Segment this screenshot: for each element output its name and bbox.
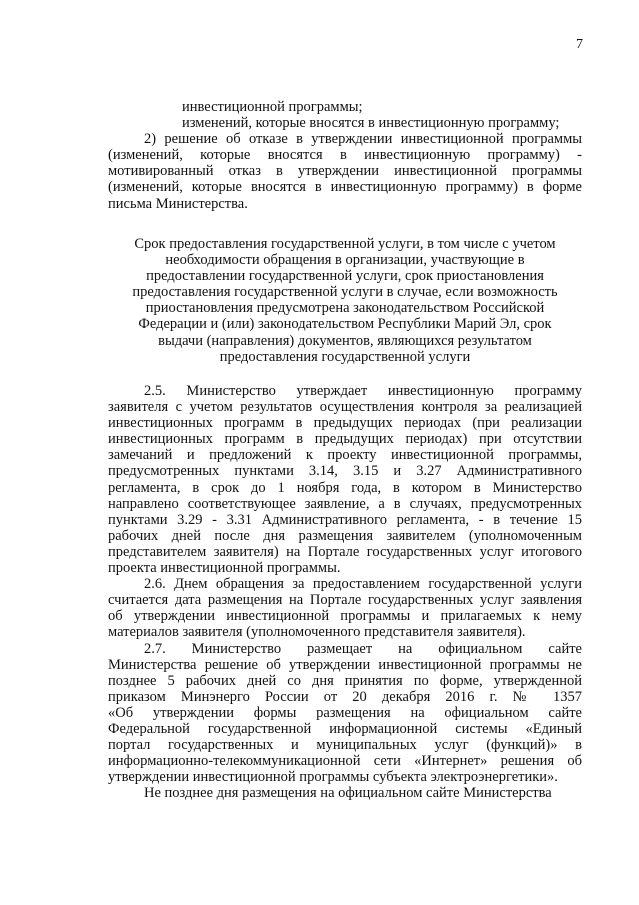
- paragraph-line: заявителя с учетом результатов осуществления контроля за реализацией: [108, 399, 582, 416]
- paragraph-line: об утверждении инвестиционной программы и прилагаемых к нему: [108, 608, 582, 625]
- paragraph-line: Не позднее дня размещения на официальном сайте Министерства: [144, 785, 552, 802]
- paragraph-line: Федеральной государственной информационной системы «Единый: [108, 720, 582, 737]
- document-body-top: [108, 99, 582, 212]
- section-title-line: предоставлении государственной услуги, срок приостановления: [146, 268, 544, 285]
- section-title: [108, 236, 582, 365]
- paragraph-line: 2.7. Министерство размещает на официальном сайте: [144, 640, 582, 657]
- list-item: инвестиционной программы;: [182, 99, 363, 115]
- paragraph-line: 2) решение об отказе в утверждении инвестиционной программы: [144, 131, 582, 148]
- section-title-line: Федерации и (или) законодательством Республики Марий Эл, срок: [138, 316, 552, 333]
- section-title-line: выдачи (направления) документов, являющихся результатом: [158, 332, 532, 349]
- paragraph-line: портал государственных и муниципальных услуг (функций)» в: [108, 737, 582, 754]
- paragraph-line: замечаний и предложений к проекту инвестиционной программы,: [108, 447, 582, 464]
- paragraph-line: представителем заявителя) на Портале государственных услуг итогового: [108, 543, 582, 560]
- paragraph-line: позднее 5 рабочих дней со дня принятия по форме, утвержденной: [108, 672, 582, 689]
- paragraph-line: утверждении инвестиционной программы субъекта электроэнергетики».: [108, 769, 558, 786]
- section-title-line: приостановления предусмотрена законодательством Российской: [145, 300, 545, 317]
- paragraph-line: приказом Минэнерго России от 20 декабря 2016 г. № 1357: [108, 688, 582, 705]
- paragraph-line: считается дата размещения на Портале государственных услуг заявления: [108, 592, 582, 609]
- paragraph-line: 2.5. Министерство утверждает инвестиционную программу: [144, 383, 582, 399]
- paragraph-line: рабочих дней после дня размещения заявителем (уполномоченным: [108, 527, 582, 544]
- paragraph-line: Министерства решение об утверждении инвестиционной программы не: [108, 656, 582, 673]
- paragraph-line: 2.6. Днем обращения за предоставлением государственной услуги: [144, 576, 582, 593]
- page-number: 7: [576, 37, 583, 52]
- document-body-main: [108, 383, 582, 801]
- paragraph-line: «Об утверждении формы размещения на официальном сайте: [108, 704, 582, 721]
- section-title-line: Срок предоставления государственной услуги, в том числе с учетом: [134, 236, 556, 252]
- paragraph-line: материалов заявителя (уполномоченного представителя заявителя).: [108, 624, 526, 641]
- section-title-line: необходимости обращения в организации, участвующие в: [165, 252, 525, 269]
- paragraph-line: проекта инвестиционной программы.: [108, 560, 341, 577]
- paragraph-line: (изменений, которые вносятся в инвестиционную программу) -: [108, 147, 582, 164]
- paragraph-line: письма Министерства.: [108, 195, 248, 212]
- paragraph-line: (изменений, которые вносятся в инвестиционную программу) в форме: [108, 179, 582, 196]
- paragraph-line: предусмотренных пунктами 3.14, 3.15 и 3.27 Административного: [108, 463, 582, 480]
- paragraph-line: мотивированный отказ в утверждении инвестиционной программы: [108, 163, 582, 180]
- paragraph-line: инвестиционных программ в предыдущих периодах (при реализации: [108, 415, 582, 432]
- paragraph-line: информационно-телекоммуникационной сети «Интернет» решения об: [108, 753, 582, 770]
- paragraph-line: направлено соответствующее заявление, а в случаях, предусмотренных: [108, 495, 582, 512]
- section-title-line: предоставления государственной услуги в случае, если возможность: [132, 284, 558, 301]
- paragraph-line: регламента, в срок до 1 ноября года, в котором в Министерство: [108, 479, 582, 496]
- section-title-line: предоставления государственной услуги: [219, 348, 471, 365]
- paragraph-line: пунктами 3.29 - 3.31 Административного регламента, - в течение 15: [108, 511, 582, 528]
- list-item: изменений, которые вносятся в инвестиционную программу;: [182, 115, 560, 132]
- paragraph-line: инвестиционных программ в предыдущих периодах) при отсутствии: [108, 431, 582, 448]
